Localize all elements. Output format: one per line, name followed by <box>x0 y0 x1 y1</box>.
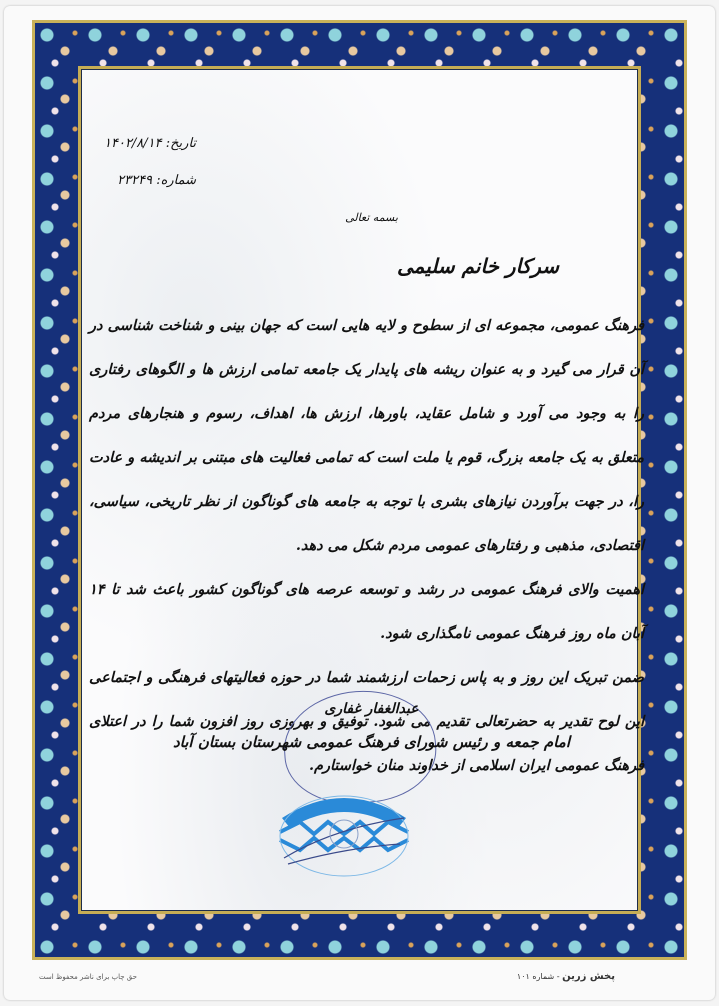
certificate-sheet <box>4 6 715 1000</box>
date-value: ۱۴۰۲/۸/۱۴ <box>104 136 162 151</box>
letter-meta <box>104 136 196 210</box>
signature-block <box>84 701 659 751</box>
salutation: سرکار خانم سلیمی <box>397 254 559 278</box>
copyright-note: حق چاپ برای ناشر محفوظ است <box>39 973 137 981</box>
number-value: ۲۳۲۴۹ <box>117 173 153 188</box>
page-footer <box>4 971 715 991</box>
number-row <box>104 173 196 188</box>
basmala-heading: بسمه تعالی <box>345 211 398 224</box>
paragraph-1: فرهنگ عمومی، مجموعه ای از سطوح و لایه هایی است که جهان بینی و شناخت شناسی در آن قرار می گیرد و به عنوان ریشه های پایدار یک جامعه تمامی ارزش ها و الگوهای رفتاری را به وجود می آورد و شامل عقاید، باورها، ارزش ها، اهداف، رسوم و هنجارهای مردم متعلق به یک جامعه بزرگ، قوم یا ملت است که تمامی فعالیت های مبتنی بر اندیشه و عادت را، در جهت برآوردن نیازهای بشری با توجه به جامعه های گوناگون از نظر تاریخی، سیاسی، اقتصادی، مذهبی و رفتارهای عمومی مردم شکل می دهد. <box>89 317 644 554</box>
number-label: شماره: <box>156 173 197 188</box>
publisher-brand: پخش زرین - شماره ۱۰۱ <box>516 971 615 982</box>
official-seal-icon <box>274 788 414 880</box>
letter-content <box>84 66 659 946</box>
paragraph-3: ضمن تبریک این روز و به پاس زحمات ارزشمند شما در حوزه فعالیتهای فرهنگی و اجتماعی این لوح تقدیر به حضرتعالی تقدیم می شود. توفیق و بهروزی روز افزون شما را در اعتلای فرهنگ عمومی ایران اسلامی از خداوند منان خواستارم. <box>89 669 644 774</box>
paragraph-2: اهمیت والای فرهنگ عمومی در رشد و توسعه عرصه های گوناگون کشور باعث شد تا ۱۴ آبان ماه روز فرهنگ عمومی نامگذاری شود. <box>89 581 644 642</box>
date-label: تاریخ: <box>165 136 197 151</box>
signer-title: امام جمعه و رئیس شورای فرهنگ عمومی شهرستان بستان آباد <box>173 733 570 751</box>
date-row <box>104 136 196 151</box>
signer-name: عبدالغفار غفاری <box>324 701 419 717</box>
